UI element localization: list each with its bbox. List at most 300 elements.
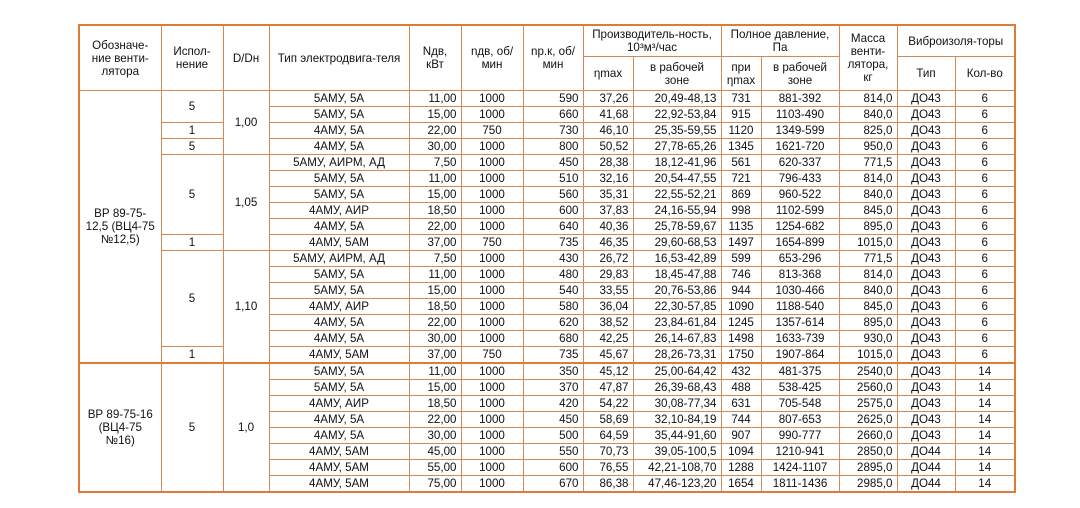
pressure-max-cell: 721: [721, 171, 761, 187]
mass-cell: 2850,0: [839, 444, 897, 460]
capacity-max-cell: 70,73: [583, 444, 633, 460]
motor-cell: 4АМУ, 5АМ: [269, 476, 409, 493]
motor-cell: 5АМУ, 5А: [269, 187, 409, 203]
vibro-type-cell: ДО43: [897, 155, 955, 171]
vibro-count-cell: 6: [955, 219, 1015, 235]
pressure-max-cell: 731: [721, 91, 761, 107]
pressure-max-cell: 944: [721, 283, 761, 299]
wheel-speed-cell: 580: [523, 299, 583, 315]
wheel-speed-cell: 600: [523, 203, 583, 219]
motor-speed-cell: 1000: [461, 331, 523, 347]
motor-cell: 5АМУ, 5А: [269, 171, 409, 187]
header-motor-type: Тип электродвига-теля: [269, 25, 409, 91]
capacity-max-cell: 35,31: [583, 187, 633, 203]
pressure-max-cell: 869: [721, 187, 761, 203]
motor-cell: 4АМУ, 5А: [269, 123, 409, 139]
pressure-max-cell: 907: [721, 428, 761, 444]
motor-cell: 4АМУ, 5А: [269, 331, 409, 347]
capacity-zone-cell: 20,54-47,55: [633, 171, 721, 187]
power-cell: 11,00: [409, 267, 461, 283]
vibro-type-cell: ДО43: [897, 331, 955, 347]
wheel-speed-cell: 450: [523, 155, 583, 171]
pressure-max-cell: 1245: [721, 315, 761, 331]
power-cell: 22,00: [409, 219, 461, 235]
vibro-count-cell: 6: [955, 187, 1015, 203]
pressure-max-cell: 488: [721, 380, 761, 396]
pressure-zone-cell: 960-522: [761, 187, 839, 203]
vibro-type-cell: ДО43: [897, 267, 955, 283]
table-row: [79, 91, 1015, 107]
header-capacity-zone: в рабочей зоне: [633, 57, 721, 91]
wheel-speed-cell: 420: [523, 396, 583, 412]
version-cell: 1: [161, 123, 223, 139]
power-cell: 15,00: [409, 107, 461, 123]
version-cell: 5: [161, 363, 223, 492]
capacity-max-cell: 37,26: [583, 91, 633, 107]
motor-cell: 5АМУ, 5А: [269, 267, 409, 283]
capacity-zone-cell: 27,78-65,26: [633, 139, 721, 155]
power-cell: 7,50: [409, 251, 461, 267]
vibro-type-cell: ДО43: [897, 299, 955, 315]
vibro-type-cell: ДО43: [897, 363, 955, 380]
capacity-max-cell: 46,35: [583, 235, 633, 251]
vibro-type-cell: ДО43: [897, 187, 955, 203]
pressure-zone-cell: 881-392: [761, 91, 839, 107]
vibro-count-cell: 6: [955, 347, 1015, 364]
vibro-type-cell: ДО44: [897, 476, 955, 493]
capacity-zone-cell: 47,46-123,20: [633, 476, 721, 493]
wheel-speed-cell: 510: [523, 171, 583, 187]
capacity-max-cell: 41,68: [583, 107, 633, 123]
motor-speed-cell: 1000: [461, 428, 523, 444]
vibro-type-cell: ДО43: [897, 428, 955, 444]
vibro-count-cell: 6: [955, 251, 1015, 267]
capacity-max-cell: 45,67: [583, 347, 633, 364]
vibro-type-cell: ДО43: [897, 171, 955, 187]
vibro-type-cell: ДО43: [897, 315, 955, 331]
capacity-zone-cell: 26,39-68,43: [633, 380, 721, 396]
pressure-zone-cell: 1621-720: [761, 139, 839, 155]
header-wheel-speed: nр.к, об/мин: [523, 25, 583, 91]
motor-cell: 4АМУ, 5АМ: [269, 460, 409, 476]
capacity-max-cell: 58,69: [583, 412, 633, 428]
vibro-type-cell: ДО44: [897, 444, 955, 460]
capacity-max-cell: 37,83: [583, 203, 633, 219]
motor-speed-cell: 1000: [461, 171, 523, 187]
capacity-max-cell: 36,04: [583, 299, 633, 315]
motor-cell: 4АМУ, АИР: [269, 299, 409, 315]
version-cell: 1: [161, 347, 223, 364]
pressure-max-cell: 599: [721, 251, 761, 267]
pressure-zone-cell: 1633-739: [761, 331, 839, 347]
wheel-speed-cell: 450: [523, 412, 583, 428]
table-row: [79, 235, 1015, 251]
pressure-zone-cell: 1907-864: [761, 347, 839, 364]
mass-cell: 845,0: [839, 203, 897, 219]
capacity-zone-cell: 18,45-47,88: [633, 267, 721, 283]
pressure-max-cell: 746: [721, 267, 761, 283]
capacity-max-cell: 46,10: [583, 123, 633, 139]
pressure-max-cell: 1090: [721, 299, 761, 315]
pressure-zone-cell: 990-777: [761, 428, 839, 444]
mass-cell: 2895,0: [839, 460, 897, 476]
diameter-ratio-cell: 1,00: [223, 91, 269, 155]
version-cell: 5: [161, 251, 223, 347]
mass-cell: 950,0: [839, 139, 897, 155]
fan-spec-table: [78, 24, 1016, 493]
header-capacity: Производитель-ность, 10³м³/час: [583, 25, 721, 57]
version-cell: 5: [161, 139, 223, 155]
capacity-zone-cell: 20,76-53,86: [633, 283, 721, 299]
capacity-zone-cell: 25,35-59,55: [633, 123, 721, 139]
capacity-zone-cell: 39,05-100,5: [633, 444, 721, 460]
pressure-max-cell: 1654: [721, 476, 761, 493]
vibro-count-cell: 6: [955, 155, 1015, 171]
wheel-speed-cell: 730: [523, 123, 583, 139]
motor-cell: 4АМУ, АИР: [269, 203, 409, 219]
pressure-max-cell: 1120: [721, 123, 761, 139]
vibro-type-cell: ДО43: [897, 123, 955, 139]
version-cell: 5: [161, 91, 223, 123]
vibro-count-cell: 6: [955, 267, 1015, 283]
pressure-zone-cell: 813-368: [761, 267, 839, 283]
motor-speed-cell: 1000: [461, 299, 523, 315]
motor-speed-cell: 1000: [461, 396, 523, 412]
power-cell: 18,50: [409, 203, 461, 219]
motor-speed-cell: 1000: [461, 139, 523, 155]
motor-cell: 5АМУ, АИРМ, АД: [269, 155, 409, 171]
power-cell: 37,00: [409, 347, 461, 364]
motor-speed-cell: 1000: [461, 476, 523, 493]
mass-cell: 2985,0: [839, 476, 897, 493]
capacity-zone-cell: 24,16-55,94: [633, 203, 721, 219]
vibro-count-cell: 6: [955, 203, 1015, 219]
vibro-count-cell: 14: [955, 444, 1015, 460]
capacity-zone-cell: 42,21-108,70: [633, 460, 721, 476]
pressure-zone-cell: 1654-899: [761, 235, 839, 251]
motor-cell: 5АМУ, АИРМ, АД: [269, 251, 409, 267]
motor-cell: 4АМУ, 5А: [269, 139, 409, 155]
header-vibro-count: Кол-во: [955, 57, 1015, 91]
mass-cell: 814,0: [839, 91, 897, 107]
mass-cell: 814,0: [839, 267, 897, 283]
motor-speed-cell: 1000: [461, 380, 523, 396]
vibro-count-cell: 6: [955, 299, 1015, 315]
pressure-max-cell: 1288: [721, 460, 761, 476]
power-cell: 55,00: [409, 460, 461, 476]
wheel-speed-cell: 800: [523, 139, 583, 155]
mass-cell: 895,0: [839, 315, 897, 331]
wheel-speed-cell: 350: [523, 363, 583, 380]
pressure-zone-cell: 1811-1436: [761, 476, 839, 493]
pressure-zone-cell: 1349-599: [761, 123, 839, 139]
pressure-zone-cell: 653-296: [761, 251, 839, 267]
vibro-count-cell: 6: [955, 107, 1015, 123]
vibro-count-cell: 6: [955, 123, 1015, 139]
header-designation: Обозначе-ние венти-лятора: [79, 25, 161, 91]
mass-cell: 895,0: [839, 219, 897, 235]
vibro-count-cell: 6: [955, 139, 1015, 155]
pressure-zone-cell: 1030-466: [761, 283, 839, 299]
version-cell: 5: [161, 155, 223, 235]
capacity-zone-cell: 32,10-84,19: [633, 412, 721, 428]
capacity-zone-cell: 22,55-52,21: [633, 187, 721, 203]
pressure-max-cell: 1135: [721, 219, 761, 235]
capacity-zone-cell: 22,92-53,84: [633, 107, 721, 123]
motor-speed-cell: 1000: [461, 187, 523, 203]
vibro-type-cell: ДО43: [897, 139, 955, 155]
capacity-zone-cell: 25,78-59,67: [633, 219, 721, 235]
capacity-zone-cell: 22,30-57,85: [633, 299, 721, 315]
motor-cell: 5АМУ, 5А: [269, 107, 409, 123]
power-cell: 11,00: [409, 91, 461, 107]
pressure-zone-cell: 1254-682: [761, 219, 839, 235]
pressure-max-cell: 1498: [721, 331, 761, 347]
capacity-max-cell: 76,55: [583, 460, 633, 476]
power-cell: 30,00: [409, 428, 461, 444]
vibro-type-cell: ДО43: [897, 412, 955, 428]
vibro-type-cell: ДО44: [897, 460, 955, 476]
motor-speed-cell: 1000: [461, 251, 523, 267]
vibro-count-cell: 14: [955, 412, 1015, 428]
pressure-zone-cell: 620-337: [761, 155, 839, 171]
diameter-ratio-cell: 1,10: [223, 251, 269, 364]
mass-cell: 1015,0: [839, 347, 897, 364]
pressure-zone-cell: 1103-490: [761, 107, 839, 123]
capacity-zone-cell: 29,60-68,53: [633, 235, 721, 251]
mass-cell: 840,0: [839, 187, 897, 203]
power-cell: 30,00: [409, 139, 461, 155]
header-version: Испол-нение: [161, 25, 223, 91]
vibro-type-cell: ДО43: [897, 107, 955, 123]
motor-speed-cell: 1000: [461, 267, 523, 283]
mass-cell: 771,5: [839, 155, 897, 171]
capacity-zone-cell: 20,49-48,13: [633, 91, 721, 107]
pressure-max-cell: 998: [721, 203, 761, 219]
capacity-zone-cell: 16,53-42,89: [633, 251, 721, 267]
power-cell: 11,00: [409, 363, 461, 380]
capacity-max-cell: 64,59: [583, 428, 633, 444]
mass-cell: 845,0: [839, 299, 897, 315]
motor-speed-cell: 1000: [461, 412, 523, 428]
motor-speed-cell: 1000: [461, 107, 523, 123]
motor-cell: 4АМУ, 5АМ: [269, 235, 409, 251]
fan-designation-cell: ВР 89-75-12,5 (ВЦ4-75 №12,5): [79, 91, 161, 364]
table-body: [79, 91, 1015, 493]
motor-cell: 4АМУ, АИР: [269, 396, 409, 412]
capacity-zone-cell: 30,08-77,34: [633, 396, 721, 412]
motor-speed-cell: 1000: [461, 315, 523, 331]
power-cell: 22,00: [409, 412, 461, 428]
pressure-max-cell: 744: [721, 412, 761, 428]
wheel-speed-cell: 670: [523, 476, 583, 493]
capacity-max-cell: 50,52: [583, 139, 633, 155]
table-row: [79, 251, 1015, 267]
vibro-type-cell: ДО43: [897, 380, 955, 396]
power-cell: 37,00: [409, 235, 461, 251]
wheel-speed-cell: 640: [523, 219, 583, 235]
header-mass: Масса венти-лятора, кг: [839, 25, 897, 91]
header-pressure: Полное давление, Па: [721, 25, 839, 57]
header-motor-speed: nдв, об/мин: [461, 25, 523, 91]
pressure-max-cell: 1345: [721, 139, 761, 155]
motor-cell: 4АМУ, 5А: [269, 315, 409, 331]
motor-cell: 5АМУ, 5А: [269, 363, 409, 380]
motor-speed-cell: 750: [461, 347, 523, 364]
wheel-speed-cell: 735: [523, 347, 583, 364]
motor-speed-cell: 1000: [461, 91, 523, 107]
power-cell: 22,00: [409, 315, 461, 331]
mass-cell: 825,0: [839, 123, 897, 139]
motor-speed-cell: 1000: [461, 155, 523, 171]
motor-speed-cell: 1000: [461, 203, 523, 219]
vibro-type-cell: ДО43: [897, 203, 955, 219]
pressure-zone-cell: 1424-1107: [761, 460, 839, 476]
vibro-count-cell: 14: [955, 363, 1015, 380]
capacity-zone-cell: 18,12-41,96: [633, 155, 721, 171]
power-cell: 15,00: [409, 283, 461, 299]
pressure-max-cell: 631: [721, 396, 761, 412]
motor-speed-cell: 1000: [461, 460, 523, 476]
power-cell: 18,50: [409, 396, 461, 412]
capacity-max-cell: 38,52: [583, 315, 633, 331]
capacity-max-cell: 33,55: [583, 283, 633, 299]
mass-cell: 930,0: [839, 331, 897, 347]
mass-cell: 771,5: [839, 251, 897, 267]
wheel-speed-cell: 560: [523, 187, 583, 203]
table-row: [79, 123, 1015, 139]
motor-speed-cell: 1000: [461, 283, 523, 299]
vibro-count-cell: 14: [955, 380, 1015, 396]
motor-cell: 5АМУ, 5А: [269, 283, 409, 299]
mass-cell: 2575,0: [839, 396, 897, 412]
wheel-speed-cell: 550: [523, 444, 583, 460]
pressure-zone-cell: 807-653: [761, 412, 839, 428]
vibro-type-cell: ДО43: [897, 251, 955, 267]
vibro-count-cell: 6: [955, 331, 1015, 347]
power-cell: 15,00: [409, 380, 461, 396]
pressure-zone-cell: 705-548: [761, 396, 839, 412]
header-pressure-max: при ηmax: [721, 57, 761, 91]
pressure-zone-cell: 796-433: [761, 171, 839, 187]
motor-cell: 5АМУ, 5А: [269, 91, 409, 107]
motor-cell: 4АМУ, 5АМ: [269, 347, 409, 364]
vibro-type-cell: ДО43: [897, 396, 955, 412]
mass-cell: 814,0: [839, 171, 897, 187]
motor-speed-cell: 750: [461, 123, 523, 139]
header-pressure-zone: в рабочей зоне: [761, 57, 839, 91]
motor-cell: 5АМУ, 5А: [269, 380, 409, 396]
capacity-zone-cell: 35,44-91,60: [633, 428, 721, 444]
capacity-max-cell: 45,12: [583, 363, 633, 380]
capacity-max-cell: 29,83: [583, 267, 633, 283]
mass-cell: 2540,0: [839, 363, 897, 380]
vibro-type-cell: ДО43: [897, 91, 955, 107]
mass-cell: 840,0: [839, 107, 897, 123]
pressure-zone-cell: 1357-614: [761, 315, 839, 331]
table-row: [79, 347, 1015, 364]
table-row: [79, 139, 1015, 155]
capacity-max-cell: 40,36: [583, 219, 633, 235]
wheel-speed-cell: 590: [523, 91, 583, 107]
mass-cell: 2660,0: [839, 428, 897, 444]
motor-cell: 4АМУ, 5А: [269, 219, 409, 235]
wheel-speed-cell: 680: [523, 331, 583, 347]
vibro-type-cell: ДО43: [897, 219, 955, 235]
power-cell: 45,00: [409, 444, 461, 460]
capacity-max-cell: 28,38: [583, 155, 633, 171]
diameter-ratio-cell: 1,0: [223, 363, 269, 492]
capacity-zone-cell: 28,26-73,31: [633, 347, 721, 364]
wheel-speed-cell: 430: [523, 251, 583, 267]
power-cell: 15,00: [409, 187, 461, 203]
motor-speed-cell: 1000: [461, 219, 523, 235]
header-capacity-max: ηmax: [583, 57, 633, 91]
capacity-zone-cell: 23,84-61,84: [633, 315, 721, 331]
mass-cell: 840,0: [839, 283, 897, 299]
vibro-count-cell: 14: [955, 396, 1015, 412]
wheel-speed-cell: 660: [523, 107, 583, 123]
vibro-count-cell: 14: [955, 428, 1015, 444]
pressure-zone-cell: 481-375: [761, 363, 839, 380]
fan-spec-table-container: [78, 24, 1016, 493]
vibro-type-cell: ДО43: [897, 347, 955, 364]
vibro-count-cell: 14: [955, 460, 1015, 476]
header-vibro: Виброизоля-торы: [897, 25, 1015, 57]
power-cell: 18,50: [409, 299, 461, 315]
capacity-zone-cell: 25,00-64,42: [633, 363, 721, 380]
diameter-ratio-cell: 1,05: [223, 155, 269, 251]
header-diameter-ratio: D/Dн: [223, 25, 269, 91]
vibro-count-cell: 6: [955, 283, 1015, 299]
motor-cell: 4АМУ, 5А: [269, 428, 409, 444]
power-cell: 7,50: [409, 155, 461, 171]
wheel-speed-cell: 370: [523, 380, 583, 396]
vibro-type-cell: ДО43: [897, 235, 955, 251]
mass-cell: 2625,0: [839, 412, 897, 428]
wheel-speed-cell: 500: [523, 428, 583, 444]
power-cell: 30,00: [409, 331, 461, 347]
capacity-max-cell: 54,22: [583, 396, 633, 412]
vibro-count-cell: 6: [955, 91, 1015, 107]
motor-speed-cell: 1000: [461, 363, 523, 380]
wheel-speed-cell: 600: [523, 460, 583, 476]
table-row: [79, 155, 1015, 171]
wheel-speed-cell: 735: [523, 235, 583, 251]
vibro-type-cell: ДО43: [897, 283, 955, 299]
power-cell: 22,00: [409, 123, 461, 139]
mass-cell: 2560,0: [839, 380, 897, 396]
pressure-max-cell: 561: [721, 155, 761, 171]
vibro-count-cell: 14: [955, 476, 1015, 493]
pressure-max-cell: 1497: [721, 235, 761, 251]
power-cell: 11,00: [409, 171, 461, 187]
vibro-count-cell: 6: [955, 171, 1015, 187]
capacity-max-cell: 26,72: [583, 251, 633, 267]
wheel-speed-cell: 620: [523, 315, 583, 331]
header-power: Nдв, кВт: [409, 25, 461, 91]
motor-speed-cell: 1000: [461, 444, 523, 460]
pressure-zone-cell: 1188-540: [761, 299, 839, 315]
version-cell: 1: [161, 235, 223, 251]
capacity-max-cell: 32,16: [583, 171, 633, 187]
power-cell: 75,00: [409, 476, 461, 493]
wheel-speed-cell: 480: [523, 267, 583, 283]
capacity-zone-cell: 26,14-67,83: [633, 331, 721, 347]
pressure-max-cell: 1750: [721, 347, 761, 364]
pressure-max-cell: 1094: [721, 444, 761, 460]
pressure-zone-cell: 1210-941: [761, 444, 839, 460]
